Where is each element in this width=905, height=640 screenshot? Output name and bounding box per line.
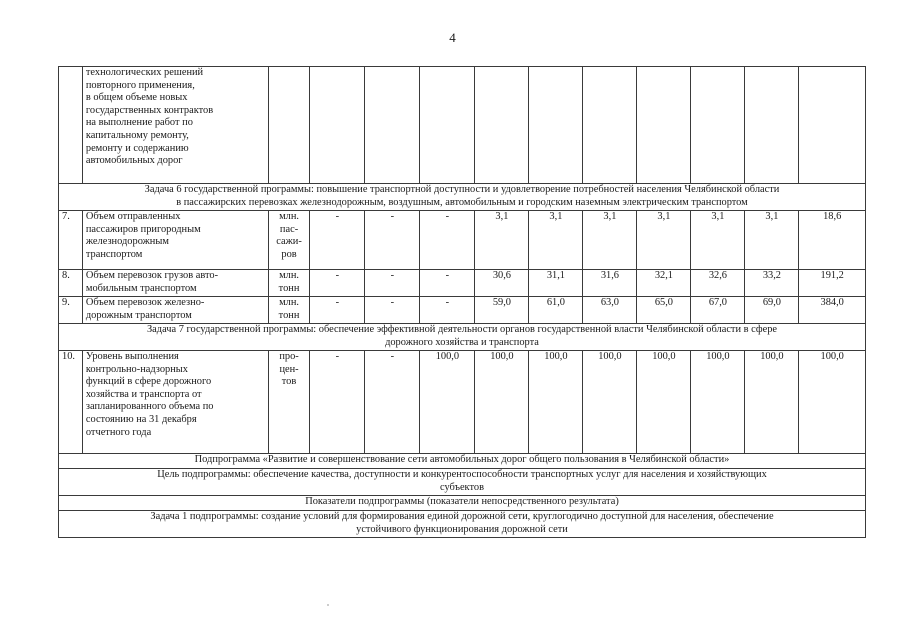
indicator-name-line: Объем перевозок грузов авто-	[85, 270, 219, 281]
row-number: 10.	[59, 351, 83, 454]
unit-of-measure	[268, 297, 310, 324]
subprogram-goal-row	[59, 469, 866, 496]
task-6-heading-line: Задача 6 государственной программы: повышение транспортной доступности и удовлетворение потребностей населения Челябинской области	[144, 184, 780, 195]
indicator-value: 65,0	[637, 297, 691, 324]
indicator-value	[583, 67, 637, 184]
indicator-value: 384,0	[799, 297, 866, 324]
subprogram-indicators-heading-row	[59, 496, 866, 511]
row-number: 9.	[59, 297, 83, 324]
indicator-value: 100,0	[583, 351, 637, 454]
indicator-value: 31,1	[529, 270, 583, 297]
indicator-value: 3,1	[529, 211, 583, 270]
unit-of-measure-line: тонн	[278, 282, 300, 294]
indicator-name-line: Уровень выполнения	[85, 351, 179, 362]
indicator-value: 100,0	[691, 351, 745, 454]
indicator-value: 32,1	[637, 270, 691, 297]
indicator-name	[82, 211, 268, 270]
indicator-value	[365, 67, 420, 184]
task-6-heading	[59, 184, 866, 211]
indicator-value: 3,1	[691, 211, 745, 270]
indicator-value	[529, 67, 583, 184]
indicator-name-line: пассажиров пригородным	[85, 223, 201, 235]
indicators-table	[58, 66, 866, 538]
subprogram-goal-line: субъектов	[440, 481, 484, 493]
subprogram-indicators-heading-line: Показатели подпрограммы (показатели непосредственного результата)	[305, 496, 619, 507]
subprogram-task-1-heading	[59, 511, 866, 538]
indicator-value: 100,0	[420, 351, 475, 454]
indicator-value: 30,6	[475, 270, 529, 297]
indicator-name	[82, 297, 268, 324]
unit-of-measure-line: сажи-	[276, 236, 302, 248]
indicator-value: -	[420, 211, 475, 270]
table-row	[59, 211, 866, 270]
scan-speck	[327, 604, 329, 606]
indicator-value: 100,0	[475, 351, 529, 454]
subprogram-task-1-heading-line: Задача 1 подпрограммы: создание условий для формирования единой дорожной сети, круглогодично доступной для населения, обеспечение	[150, 511, 774, 522]
indicator-value: -	[310, 270, 365, 297]
unit-of-measure-line: ров	[281, 248, 297, 260]
indicator-name-line: железнодорожным	[85, 236, 169, 248]
indicator-value: 63,0	[583, 297, 637, 324]
indicator-name-line: состоянию на 31 декабря	[85, 413, 197, 425]
indicator-value: 3,1	[745, 211, 799, 270]
indicator-value: 59,0	[475, 297, 529, 324]
indicator-value: 100,0	[799, 351, 866, 454]
indicator-value	[310, 67, 365, 184]
indicator-value: -	[310, 211, 365, 270]
indicator-name-line: функций в сфере дорожного	[85, 376, 212, 388]
table-row	[59, 297, 866, 324]
indicator-name	[82, 270, 268, 297]
indicator-name-line: повторного применения,	[85, 79, 195, 91]
indicator-value	[475, 67, 529, 184]
task-7-heading-line: дорожного хозяйства и транспорта	[385, 336, 539, 348]
table-body	[59, 67, 866, 538]
page-number: 4	[449, 30, 456, 45]
indicator-value: 32,6	[691, 270, 745, 297]
indicator-value: -	[365, 297, 420, 324]
subprogram-goal-line: Цель подпрограммы: обеспечение качества, доступности и конкурентоспособности транспортных услуг для населения и хозяйствующих	[157, 469, 767, 480]
indicator-value: -	[365, 211, 420, 270]
indicator-name-line: технологических решений	[85, 67, 204, 78]
table-row	[59, 67, 866, 184]
indicator-name-line: транспортом	[85, 248, 143, 260]
indicator-value	[745, 67, 799, 184]
indicator-value: -	[310, 351, 365, 454]
indicator-name-line: мобильным транспортом	[85, 282, 197, 294]
indicator-value: 31,6	[583, 270, 637, 297]
row-number	[59, 67, 83, 184]
task-7-heading	[59, 324, 866, 351]
unit-of-measure-line: пас-	[279, 223, 299, 235]
indicator-value: 100,0	[745, 351, 799, 454]
indicator-value: 100,0	[529, 351, 583, 454]
indicator-value: 33,2	[745, 270, 799, 297]
indicator-value: 3,1	[583, 211, 637, 270]
indicator-name-line: ремонту и содержанию	[85, 142, 189, 154]
task-6-heading-line: в пассажирских перевозках железнодорожным, воздушным, автомобильным и городским наземным электрическим транспортом	[176, 196, 748, 208]
unit-of-measure-line: цен-	[279, 363, 299, 375]
unit-of-measure-line: тонн	[278, 309, 300, 321]
subprogram-title	[59, 454, 866, 469]
indicator-name	[82, 351, 268, 454]
indicator-value: -	[310, 297, 365, 324]
indicator-name-line: государственных контрактов	[85, 104, 214, 116]
indicator-name-line: в общем объеме новых	[85, 92, 188, 104]
indicator-value: 18,6	[799, 211, 866, 270]
subprogram-title-row	[59, 454, 866, 469]
indicator-value: -	[365, 270, 420, 297]
indicator-value	[637, 67, 691, 184]
indicator-name	[82, 67, 268, 184]
indicator-value	[799, 67, 866, 184]
indicator-name-line: дорожным транспортом	[85, 309, 192, 321]
subprogram-indicators-heading	[59, 496, 866, 511]
table-row	[59, 270, 866, 297]
task-6-heading-row	[59, 184, 866, 211]
indicator-value: -	[420, 297, 475, 324]
indicator-value: 3,1	[475, 211, 529, 270]
row-number: 7.	[59, 211, 83, 270]
indicator-value: 67,0	[691, 297, 745, 324]
task-7-heading-row	[59, 324, 866, 351]
indicator-value: -	[420, 270, 475, 297]
indicator-name-line: капитальному ремонту,	[85, 129, 189, 141]
subprogram-task-1-heading-line: устойчивого функционирования дорожной сети	[356, 523, 568, 535]
indicator-value: 100,0	[637, 351, 691, 454]
task-7-heading-line: Задача 7 государственной программы: обеспечение эффективной деятельности органов государственной власти Челябинской области в сфере	[146, 324, 778, 335]
unit-of-measure	[268, 270, 310, 297]
unit-of-measure-line: млн.	[279, 211, 299, 222]
unit-of-measure-line: тов	[281, 376, 297, 388]
subprogram-goal	[59, 469, 866, 496]
indicator-name-line: запланированного объема по	[85, 401, 214, 413]
subprogram-title-line: Подпрограмма «Развитие и совершенствование сети автомобильных дорог общего пользования в Челябинской области»	[194, 454, 730, 465]
indicator-name-line: автомобильных дорог	[85, 155, 183, 167]
unit-of-measure-line: млн.	[279, 297, 299, 308]
indicator-name-line: Объем перевозок железно-	[85, 297, 205, 308]
indicator-name-line: хозяйства и транспорта от	[85, 388, 202, 400]
indicator-value	[691, 67, 745, 184]
table-row	[59, 351, 866, 454]
indicator-value	[420, 67, 475, 184]
unit-of-measure	[268, 67, 310, 184]
unit-of-measure	[268, 211, 310, 270]
unit-of-measure	[268, 351, 310, 454]
subprogram-task-1-heading-row	[59, 511, 866, 538]
indicator-value: 191,2	[799, 270, 866, 297]
indicator-value: 69,0	[745, 297, 799, 324]
unit-of-measure-line: про-	[279, 351, 299, 362]
unit-of-measure-line: млн.	[279, 270, 299, 281]
indicator-name-line: контрольно-надзорных	[85, 363, 188, 375]
indicator-name-line: Объем отправленных	[85, 211, 181, 222]
indicator-value: -	[365, 351, 420, 454]
indicator-value: 61,0	[529, 297, 583, 324]
indicator-name-line: на выполнение работ по	[85, 117, 193, 129]
row-number: 8.	[59, 270, 83, 297]
indicator-value: 3,1	[637, 211, 691, 270]
indicator-name-line: отчетного года	[85, 426, 152, 438]
